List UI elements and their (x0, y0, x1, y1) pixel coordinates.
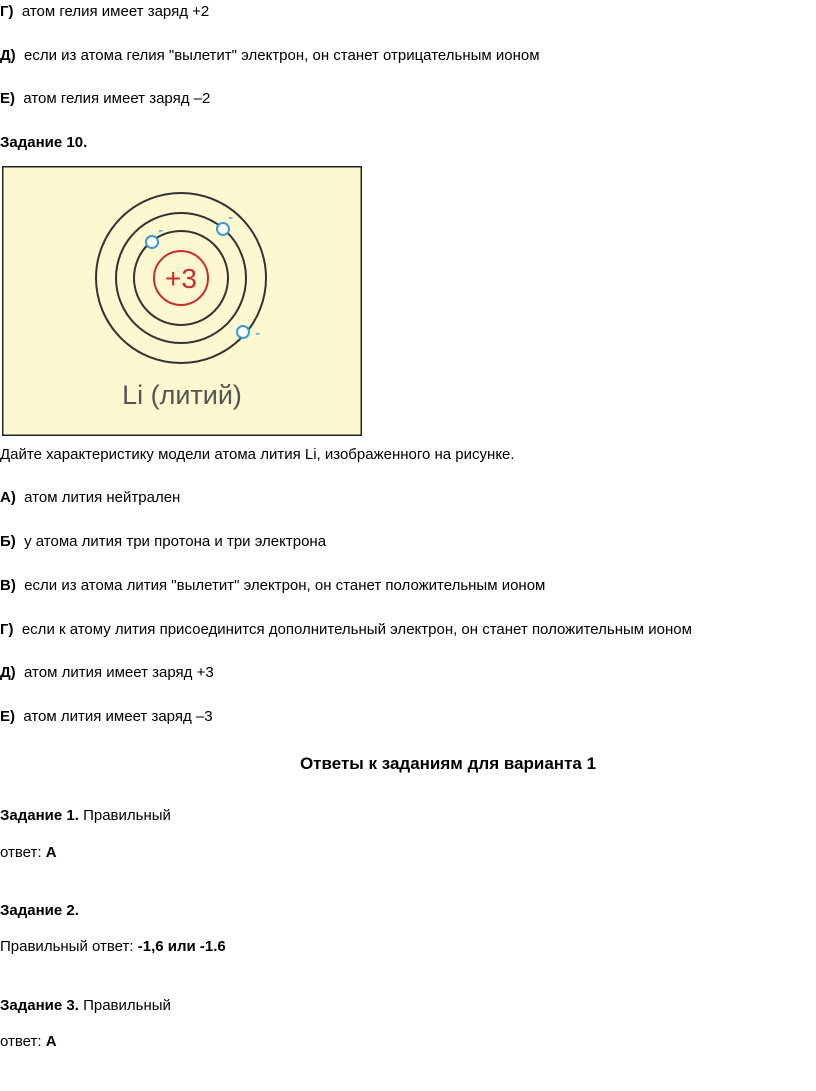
answer-3-line1: Задание 3. Правильный (0, 997, 171, 1014)
answer-1-line2: ответ: А (0, 844, 57, 861)
answer-2-line2: Правильный ответ: -1,6 или -1.6 (0, 938, 226, 955)
option-d-prev: Д) если из атома гелия "вылетит" электрон, он станет отрицательным ионом (0, 47, 540, 64)
electron-outer (237, 326, 249, 338)
option-d: Д) атом лития имеет заряд +3 (0, 664, 214, 681)
electron-middle-sign: - (228, 209, 234, 226)
answers-title: Ответы к заданиям для варианта 1 (299, 754, 597, 773)
lithium-atom-diagram (2, 166, 362, 436)
figure-caption: Li (литий) (122, 380, 242, 410)
task10-heading: Задание 10. (0, 134, 88, 151)
option-b: Б) у атома лития три протона и три электрона (0, 533, 327, 550)
option-g: Г) если к атому лития присоединится дополнительный электрон, он станет положительным ионом (0, 621, 692, 638)
answer-2-line1: Задание 2. (0, 902, 79, 919)
option-e-prev: Е) атом гелия имеет заряд –2 (0, 90, 211, 107)
task10-question: Дайте характеристику модели атома лития Li, изображенного на рисунке. (0, 446, 515, 463)
option-a: А) атом лития нейтрален (0, 489, 181, 506)
answer-3-line2: ответ: А (0, 1033, 57, 1050)
electron-inner-sign: - (158, 222, 164, 239)
option-e: Е) атом лития имеет заряд –3 (0, 708, 213, 725)
lithium-atom-figure (2, 166, 362, 436)
nucleus-charge: +3 (165, 263, 197, 294)
electron-inner (146, 236, 158, 248)
answer-1-line1: Задание 1. Правильный (0, 807, 171, 824)
option-v: В) если из атома лития "вылетит" электрон, он станет положительным ионом (0, 577, 546, 594)
electron-outer-sign: - (255, 325, 261, 342)
option-g-prev: Г) атом гелия имеет заряд +2 (0, 3, 210, 20)
